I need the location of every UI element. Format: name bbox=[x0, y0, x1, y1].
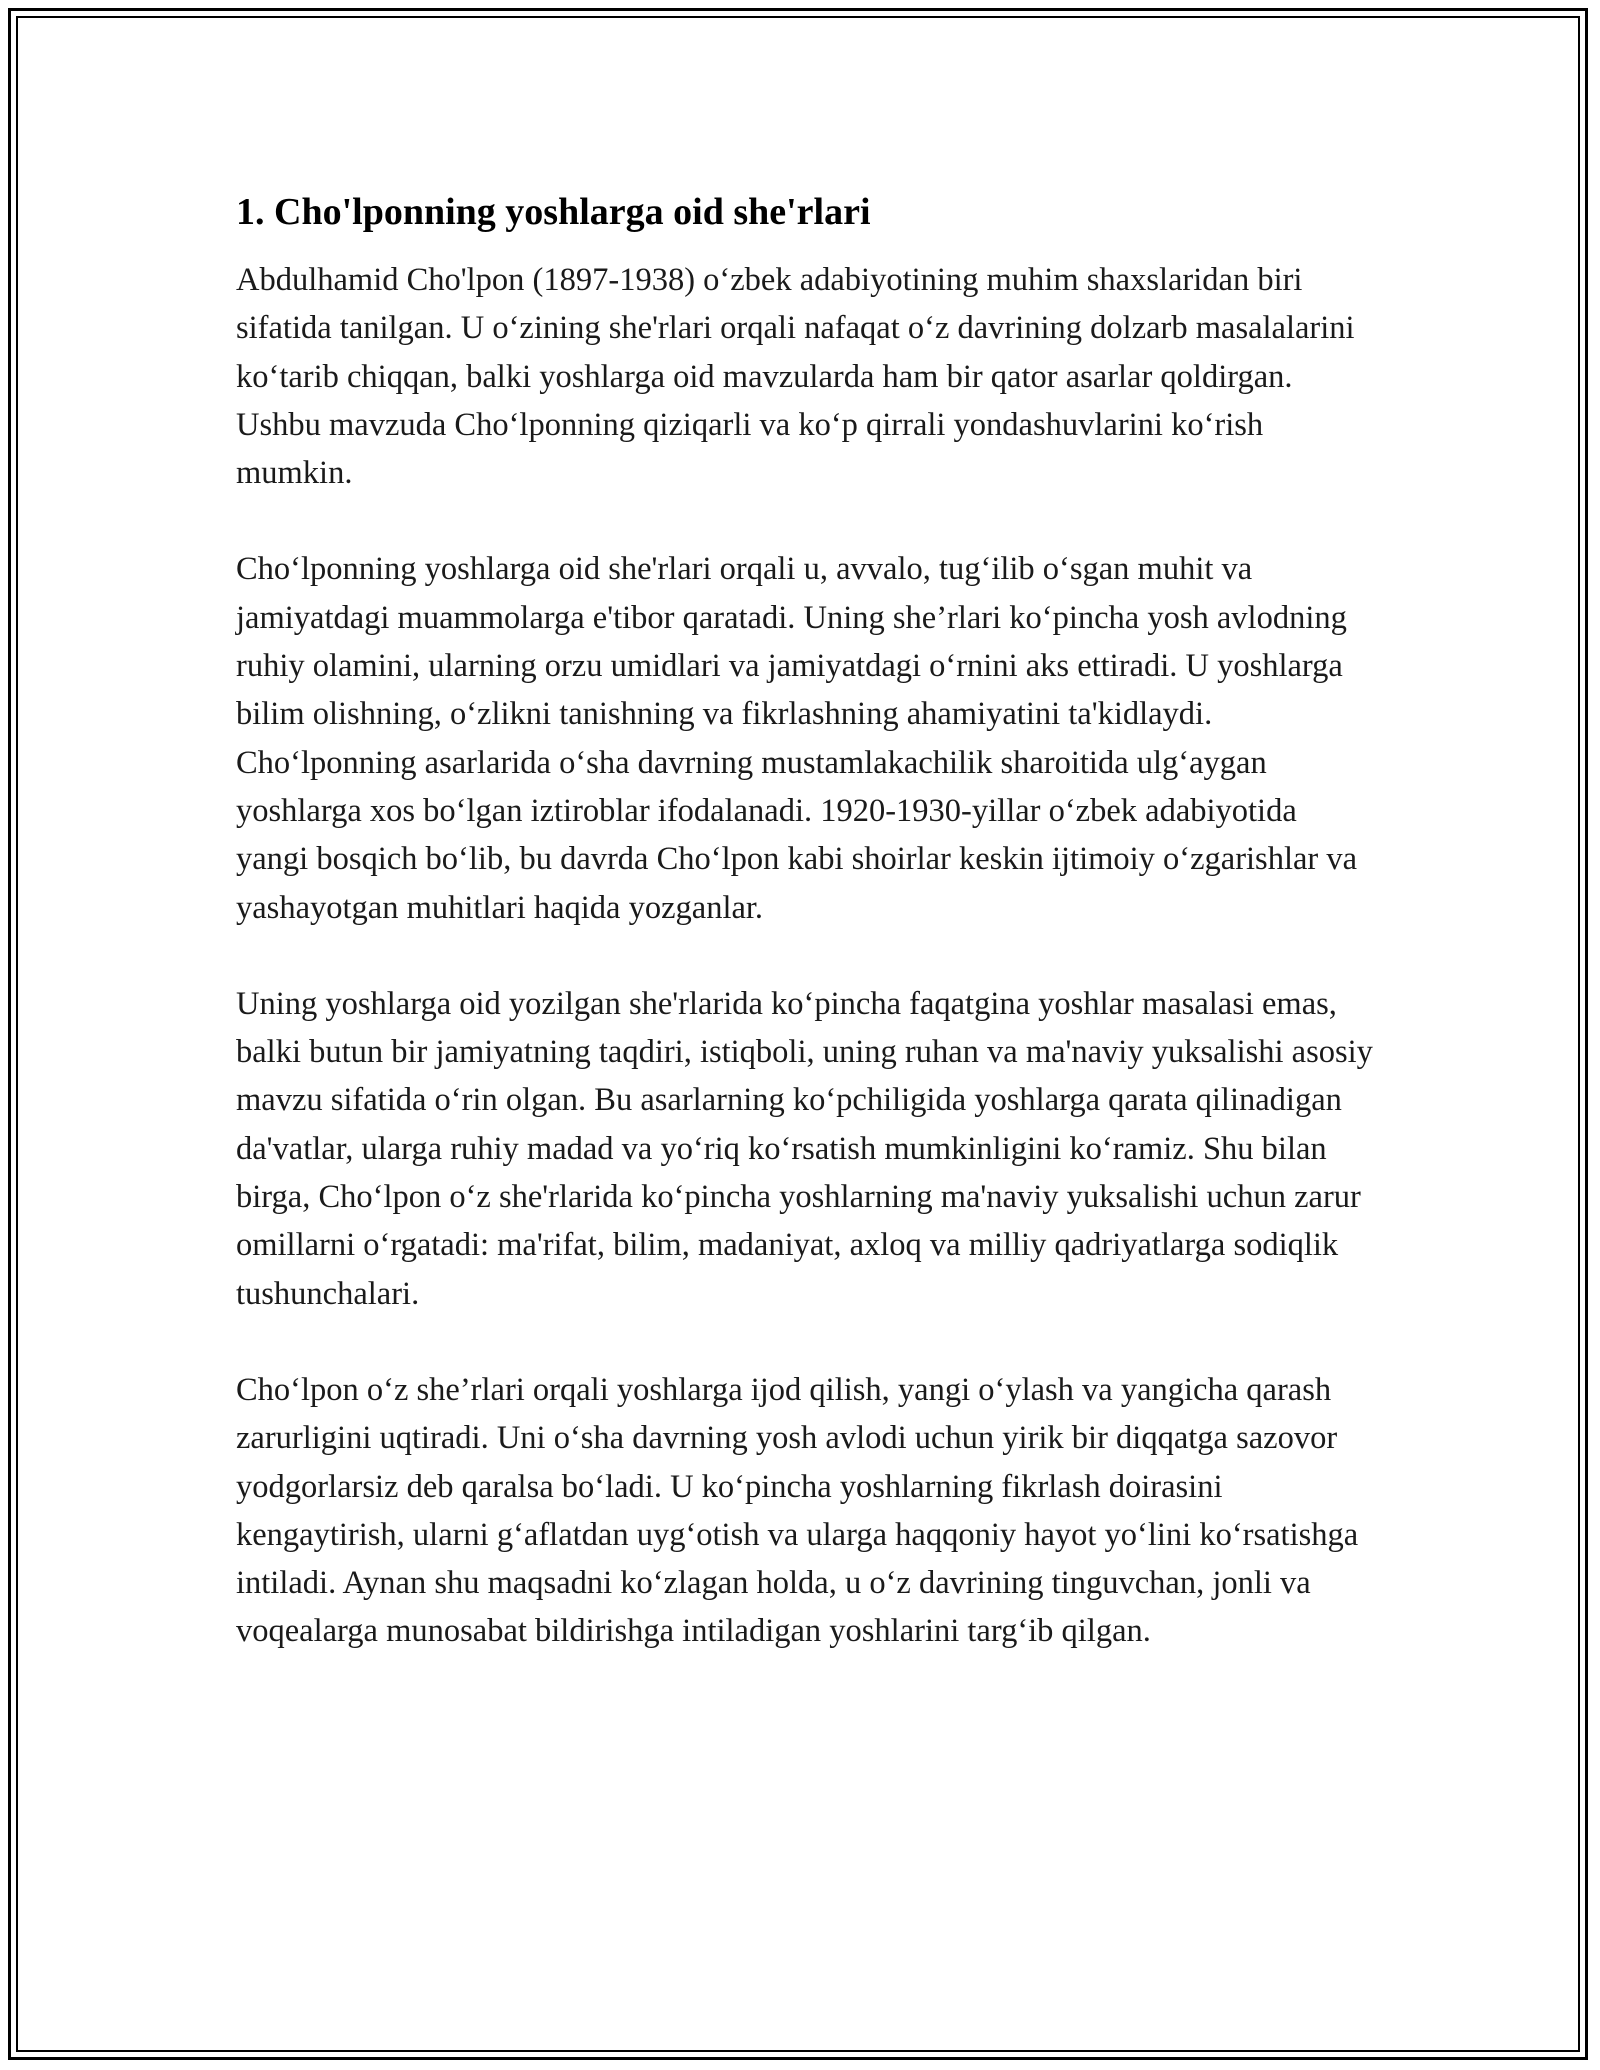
paragraph-society: Uning yoshlarga oid yozilgan she'rlarida ko‘pincha faqatgina yoshlar masalasi emas, balki butun bir jamiyatning taqdiri, istiqboli, uning ruhan va ma'naviy yuksalishi asosiy mavzu sifatida o‘rin olgan. Bu asarlarning ko‘pchiligida yoshlarga qarata qilinadigan da'vatlar, ularga ruhiy madad va yo‘riq ko‘rsatish mumkinligini ko‘ramiz. Shu bilan birga, Cho‘lpon o‘z she'rlarida ko‘pincha yoshlarning ma'naviy yuksalishi uchun zarur omillarni o‘rgatadi: ma'rifat, bilim, madaniyat, axloq va milliy qadriyatlarga sodiqlik tushunchalari. bbox=[236, 985, 1373, 1312]
paragraph-creativity: Cho‘lpon o‘z she’rlari orqali yoshlarga ijod qilish, yangi o‘ylash va yangicha qarash zarurligini uqtiradi. Uni o‘sha davrning yosh avlodi uchun yirik bir diqqatga sazovor yodgorlarsiz deb qaralsa bo‘ladi. U ko‘pincha yoshlarning fikrlash doirasini kengaytirish, ularni g‘aflatdan uyg‘otish va ularga haqqoniy hayot yo‘lini ko‘rsatishga intiladi. Aynan shu maqsadni ko‘zlagan holda, u o‘z davrining tinguvchan, jonli va voqealarga munosabat bildirishga intiladigan yoshlarini targ‘ib qilgan. bbox=[236, 1371, 1359, 1650]
paragraph-environment: Cho‘lponning yoshlarga oid she'rlari orqali u, avvalo, tug‘ilib o‘sgan muhit va jamiyatdagi muammolarga e'tibor qaratadi. Uning she’rlari ko‘pincha yosh avlodning ruhiy olamini, ularning orzu umidlari va jamiyatdagi o‘rnini aks ettiradi. U yoshlarga bilim olishning, o‘zlikni tanishning va fikrlashning ahamiyatini ta'kidlaydi. Cho‘lponning asarlarida o‘sha davrning mustamlakachilik sharoitida ulg‘aygan yoshlarga xos bo‘lgan iztiroblar ifodalanadi. 1920-1930-yillar o‘zbek adabiyotida yangi bosqich bo‘lib, bu davrda Cho‘lpon kabi shoirlar keskin ijtimoiy o‘zgarishlar va yashayotgan muhitlari haqida yozganlar. bbox=[236, 551, 1358, 926]
section-heading: 1. Cho'lponning yoshlarga oid she'rlari bbox=[236, 191, 871, 233]
paragraph-intro: Abdulhamid Cho'lpon (1897-1938) o‘zbek adabiyotining muhim shaxslaridan biri sifatida tanilgan. U o‘zining she'rlari orqali nafaqat o‘z davrining dolzarb masalalarini ko‘tarib chiqqan, balki yoshlarga oid mavzularda ham bir qator asarlar qoldirgan. Ushbu mavzuda Cho‘lponning qiziqarli va ko‘p qirrali yondashuvlarini ko‘rish mumkin. bbox=[236, 262, 1355, 492]
document-body bbox=[236, 186, 1376, 1704]
